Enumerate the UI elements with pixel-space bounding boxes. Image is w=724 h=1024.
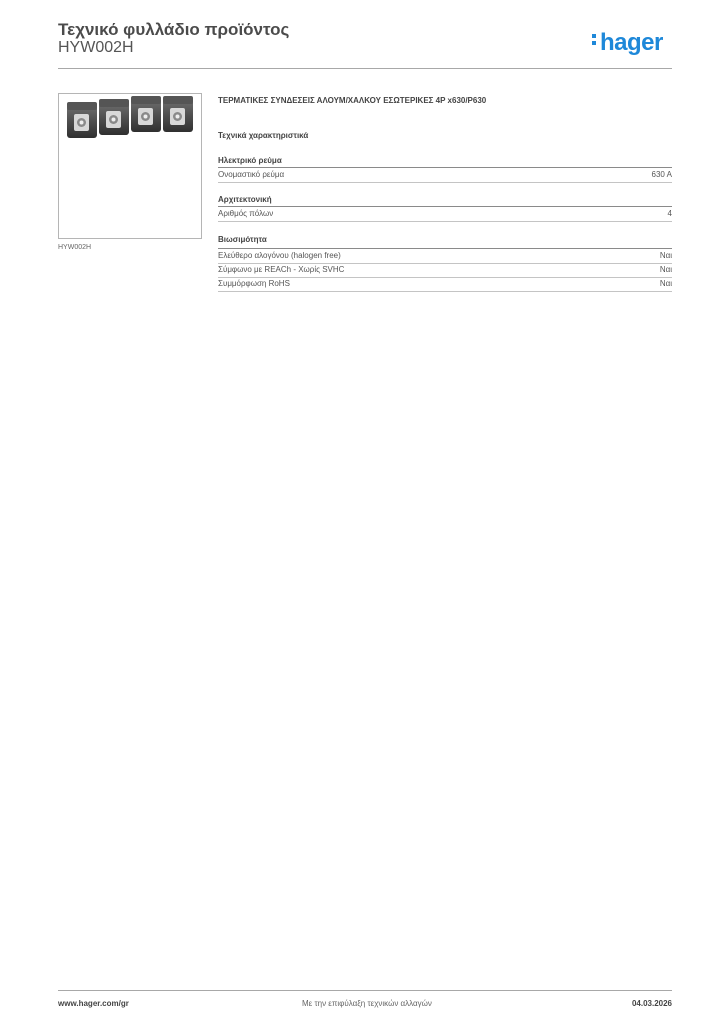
group-title-architecture: Αρχιτεκτονική [218,195,272,204]
footer-date: 04.03.2026 [631,999,672,1008]
footer-disclaimer: Με την επιφύλαξη τεχνικών αλλαγών [302,999,432,1008]
spec-label: Σύμφωνο με REACh - Χωρίς SVHC [218,265,345,274]
page-title: Τεχνικό φυλλάδιο προϊόντος [58,20,290,39]
hager-logo [592,29,663,57]
specs-heading: Τεχνικά χαρακτηριστικά [218,131,309,140]
terminal-connectors-picture [59,94,201,238]
image-caption: HYW002H [58,244,92,251]
spec-value: 630 A [651,170,672,179]
spec-label: Αριθμός πόλων [218,209,274,218]
spec-row [218,169,672,183]
spec-row [218,208,672,222]
spec-label: Συμμόρφωση RoHS [218,279,290,288]
header-divider [58,68,672,69]
product-code: HYW002H [58,39,134,56]
footer-divider [58,990,672,991]
footer-website-link[interactable]: www.hager.com/gr [58,999,129,1008]
spec-row [218,264,672,278]
spec-row [218,278,672,292]
group-divider [218,167,672,168]
group-title-electric: Ηλεκτρικό ρεύμα [218,156,282,165]
group-divider [218,206,672,207]
product-description: ΤΕΡΜΑΤΙΚΕΣ ΣΥΝΔΕΣΕΙΣ ΑΛΟΥΜ/ΧΑΛΚΟΥ ΕΣΩΤΕΡΙΚΕΣ 4P x630/P630 [218,96,487,105]
spec-value: Ναι [659,265,672,274]
spec-label: Ονομαστικό ρεύμα [218,170,285,179]
group-divider [218,248,672,249]
group-title-sustainability: Βιωσιμότητα [218,235,267,244]
logo-text: hager [600,29,663,56]
spec-value: Ναι [659,279,672,288]
product-image [58,93,202,239]
spec-row [218,250,672,264]
spec-value: 4 [667,209,672,218]
spec-label: Ελεύθερο αλογόνου (halogen free) [218,251,341,260]
spec-value: Ναι [659,251,672,260]
